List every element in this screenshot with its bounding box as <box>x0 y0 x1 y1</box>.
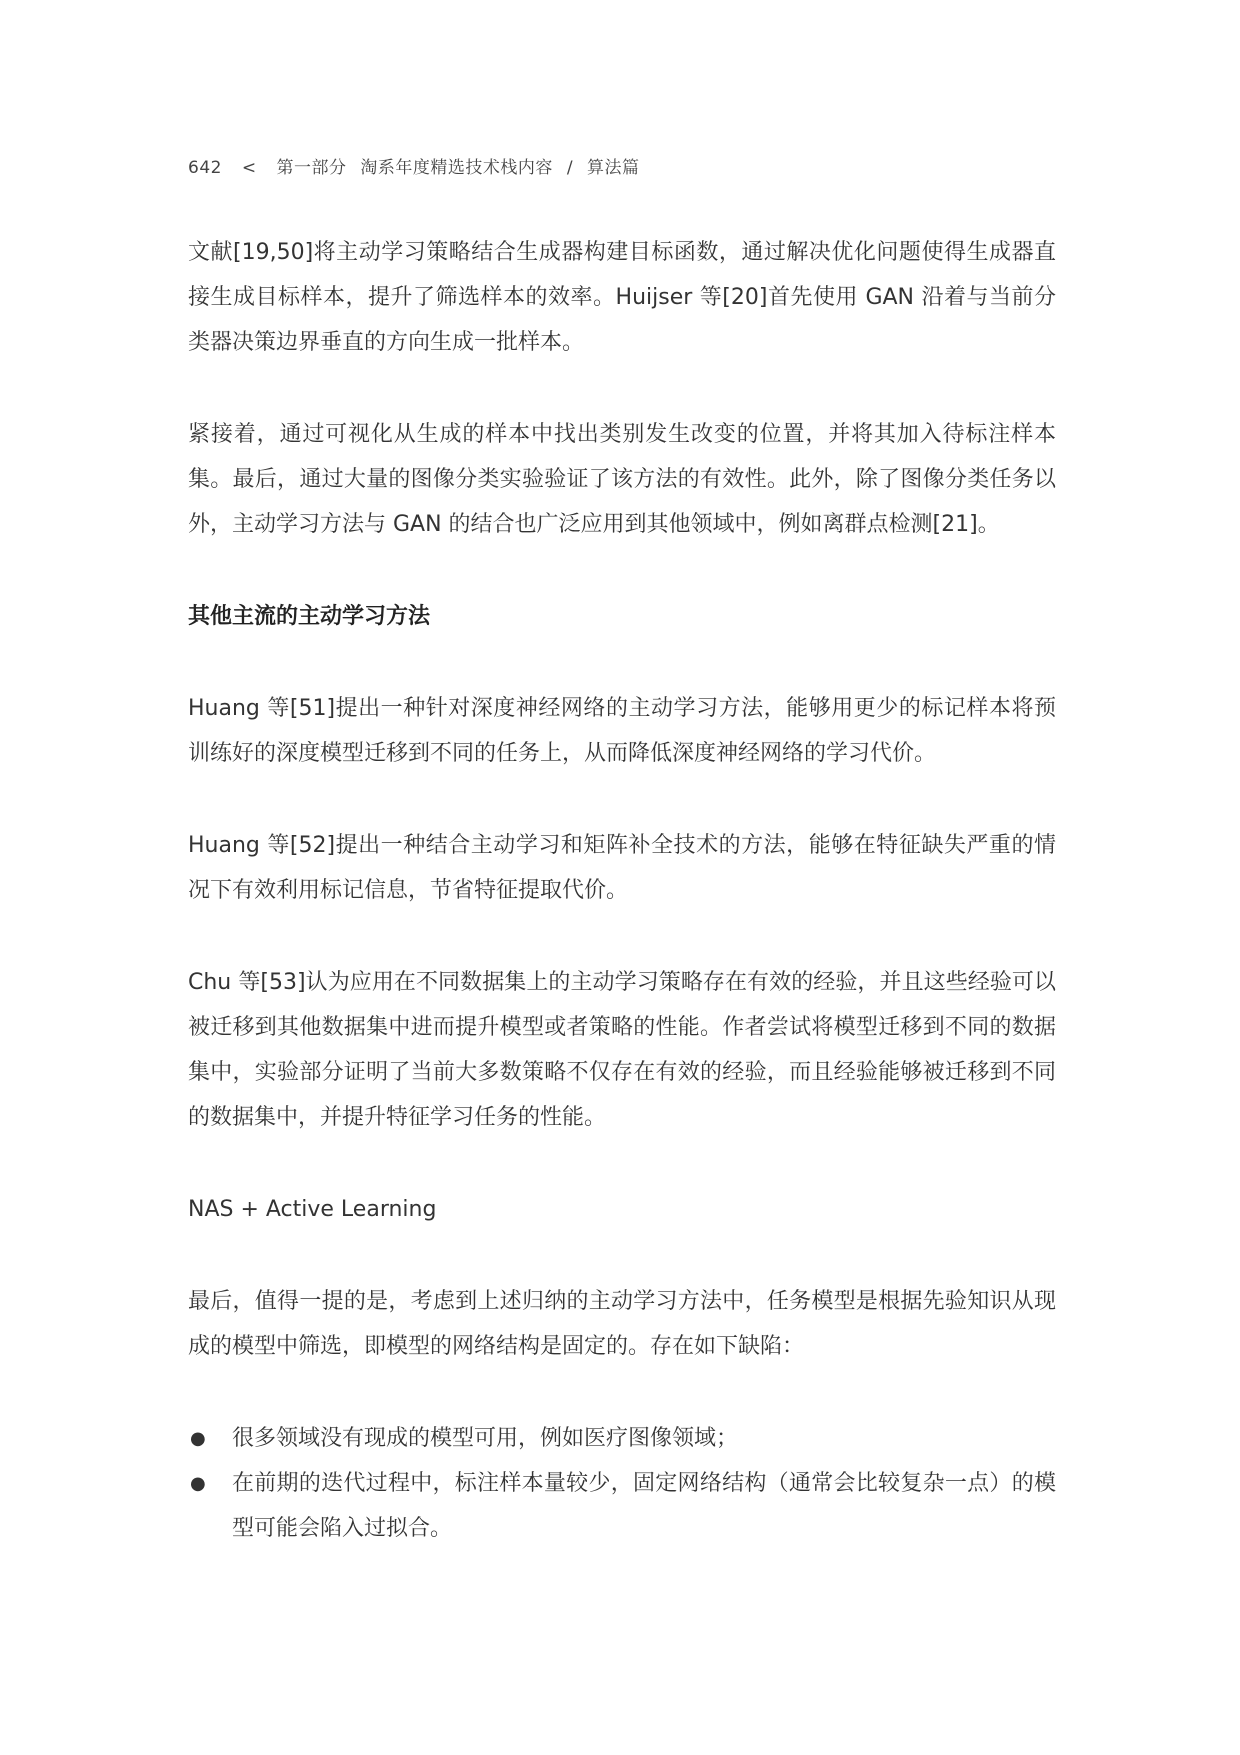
running-header <box>188 153 653 178</box>
paragraph-4: Huang 等[52]提出一种结合主动学习和矩阵补全技术的方法，能够在特征缺失严重的情况下有效利用标记信息，节省特征提取代价。 <box>188 833 1056 903</box>
section-heading-nas: NAS + Active Learning <box>188 1197 437 1222</box>
book-title: 淘系年度精选技术栈内容 <box>360 158 553 178</box>
header-slash: / <box>566 158 574 178</box>
header-separator: < <box>241 158 257 178</box>
list-item <box>188 1461 1056 1551</box>
bullet-icon: ● <box>190 1428 206 1449</box>
page-number: 642 <box>188 158 222 178</box>
paragraph-5: Chu 等[53]认为应用在不同数据集上的主动学习策略存在有效的经验，并且这些经验可以被迁移到其他数据集中进而提升模型或者策略的性能。作者尝试将模型迁移到不同的数据集中，实验部分证明了当前大多数策略不仅存在有效的经验，而且经验能够被迁移到不同的数据集中，并提升特征学习任务的性能。 <box>188 970 1056 1130</box>
defect-list <box>188 1416 1056 1551</box>
paragraph-2: 紧接着，通过可视化从生成的样本中找出类别发生改变的位置，并将其加入待标注样本集。最后，通过大量的图像分类实验验证了该方法的有效性。此外，除了图像分类任务以外，主动学习方法与 GAN 的结合也广泛应用到其他领域中，例如离群点检测[21]。 <box>188 422 1056 537</box>
bullet-icon: ● <box>190 1473 206 1494</box>
list-item-text: 很多领域没有现成的模型可用，例如医疗图像领域； <box>232 1426 739 1451</box>
section-heading-other-methods: 其他主流的主动学习方法 <box>188 604 431 629</box>
section-label: 算法篇 <box>586 158 640 178</box>
paragraph-6: 最后，值得一提的是，考虑到上述归纳的主动学习方法中，任务模型是根据先验知识从现成的模型中筛选，即模型的网络结构是固定的。存在如下缺陷： <box>188 1289 1056 1359</box>
main-content <box>188 230 1056 1551</box>
paragraph-3: Huang 等[51]提出一种针对深度神经网络的主动学习方法，能够用更少的标记样本将预训练好的深度模型迁移到不同的任务上，从而降低深度神经网络的学习代价。 <box>188 696 1056 766</box>
part-label: 第一部分 <box>276 158 347 178</box>
list-item <box>188 1416 1056 1461</box>
list-item-text: 在前期的迭代过程中，标注样本量较少，固定网络结构（通常会比较复杂一点）的模型可能会陷入过拟合。 <box>232 1471 1056 1541</box>
paragraph-1: 文献[19,50]将主动学习策略结合生成器构建目标函数，通过解决优化问题使得生成器直接生成目标样本，提升了筛选样本的效率。Huijser 等[20]首先使用 GAN 沿着与当前分类器决策边界垂直的方向生成一批样本。 <box>188 240 1056 355</box>
